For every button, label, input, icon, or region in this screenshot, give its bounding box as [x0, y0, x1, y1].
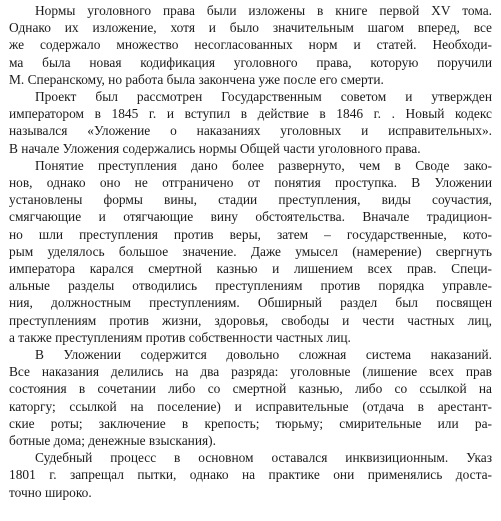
text-line: ские роты; заключение в крепость; тюрьму; смирительные или ра- [9, 415, 492, 431]
text-line: Нормы уголовного права были изложены в книге первой XV тома. [35, 3, 492, 18]
text-line: состояния в сочетании либо со смертной казнью, либо со ссылкой на [9, 381, 492, 397]
text-line: В Уложении содержится довольно сложная система наказаний. [35, 347, 492, 363]
text-line: преступлениям против жизни, здоровья, свободы и чести частных лиц, [9, 312, 492, 328]
text-line: рым уделялось большое значение. Даже умысел (намерение) свергнуть [9, 243, 492, 259]
text-line: ма была новая кодификация уголовного права, которую поручили [9, 54, 492, 70]
text-line: каторгу; ссылкой на поселение) и исправительные (отдача в арестант- [9, 398, 492, 414]
text-line: смягчающие и отягчающие вину обстоятельства. Вначале традицион- [9, 209, 492, 225]
text-line: Проект был рассмотрен Государственным советом и утвержден [35, 89, 492, 105]
text-line: императора карался смертной казнью и лишением всех прав. Специ- [9, 261, 492, 277]
text-line: Однако их изложение, хотя и было значительным шагом вперед, все [9, 20, 492, 36]
text-line: альные разделы отводились преступлениям против порядка управле- [9, 278, 492, 294]
text-line: Все наказания делились на два разряда: уголовные (лишение всех прав [9, 364, 492, 380]
text-line: В начале Уложения содержались нормы Общей части уголовного права. [9, 140, 421, 156]
text-line: ния, должностным преступлениям. Обширный раздел был посвящен [9, 295, 492, 311]
text-line: назывался «Уложение о наказаниях уголовных и исправительных». [9, 123, 492, 139]
text-line: М. Сперанскому, но работа была закончена уже после его смерти. [9, 71, 384, 87]
paragraph-2 [9, 88, 492, 157]
text-line: точно широко. [9, 484, 92, 500]
text-line: императором в 1845 г. и вступил в действие в 1846 г. . Новый кодекс [9, 106, 492, 122]
paragraph-4 [9, 346, 492, 449]
text-line: ботные дома; денежные взыскания). [9, 433, 216, 449]
text-line: Судебный процесс в основном оставался инквизиционным. Указ [35, 450, 492, 466]
text-line: установлены формы вины, стадии преступления, виды соучастия, [9, 192, 492, 208]
paragraph-1 [9, 2, 492, 88]
text-line: нов, однако оно не отграничено от понятия проступка. В Уложении [9, 175, 492, 191]
text-line: но шли преступления против веры, затем – государственные, кото- [9, 226, 492, 242]
paragraph-5 [9, 449, 492, 501]
text-line: Понятие преступления дано более развернуто, чем в Своде зако- [35, 157, 492, 173]
text-line: же содержало множество несогласованных норм и статей. Необходи- [9, 37, 492, 53]
text-line: 1801 г. запрещал пытки, однако на практике они применялись доста- [9, 467, 492, 483]
paragraph-3 [9, 157, 492, 346]
text-line: а также преступлениям против собственности частных лиц. [9, 329, 351, 345]
